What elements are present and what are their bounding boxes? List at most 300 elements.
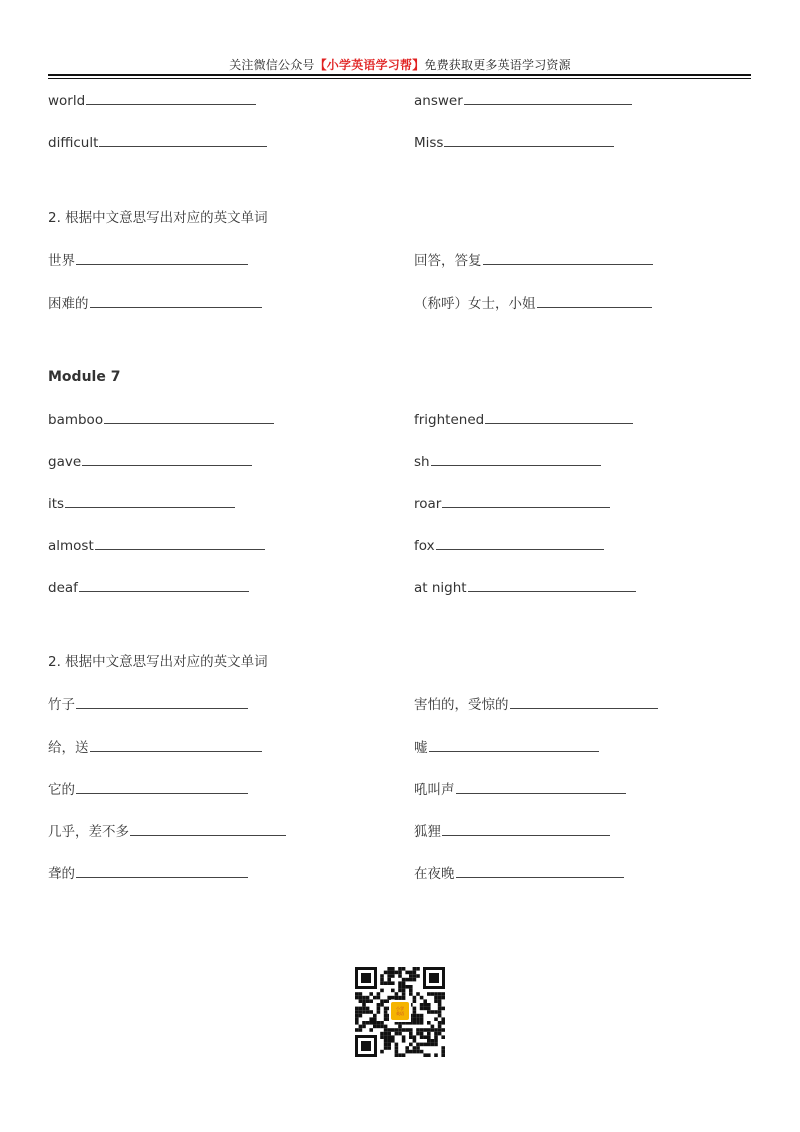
qr-module	[362, 999, 366, 1003]
qr-module	[369, 999, 373, 1003]
word-row	[0, 864, 800, 884]
word-item	[48, 294, 262, 314]
header-rule-thick	[48, 74, 751, 76]
qr-module	[355, 1028, 359, 1032]
qr-module	[366, 1021, 370, 1025]
qr-module	[416, 1028, 420, 1032]
qr-module	[441, 992, 445, 996]
qr-module	[427, 1053, 431, 1057]
word-row	[0, 410, 800, 430]
qr-module	[416, 1050, 420, 1054]
qr-module	[441, 1007, 445, 1011]
word-label: its	[48, 496, 65, 512]
qr-module	[387, 1043, 391, 1047]
qr-module	[420, 1032, 424, 1036]
word-row	[0, 294, 800, 314]
qr-module	[380, 999, 384, 1003]
qr-module	[373, 1021, 377, 1025]
qr-module	[355, 1021, 359, 1025]
answer-blank[interactable]	[464, 104, 632, 105]
qr-module	[416, 974, 420, 978]
word-item	[48, 91, 256, 111]
qr-module	[380, 974, 384, 978]
qr-module	[384, 1043, 388, 1047]
qr-module	[366, 996, 370, 1000]
qr-module	[380, 1025, 384, 1029]
qr-module	[413, 1007, 417, 1011]
qr-module	[438, 992, 442, 996]
answer-blank[interactable]	[456, 793, 626, 794]
qr-module	[423, 999, 427, 1003]
answer-blank[interactable]	[76, 793, 248, 794]
word-item	[414, 410, 633, 430]
qr-module	[391, 974, 395, 978]
word-label: answer	[414, 93, 463, 109]
answer-blank[interactable]	[86, 104, 256, 105]
word-item	[414, 695, 658, 715]
word-label: frightened	[414, 412, 485, 428]
qr-module	[427, 1032, 431, 1036]
word-item	[48, 410, 274, 430]
answer-blank[interactable]	[104, 423, 274, 424]
qr-module	[438, 1014, 442, 1018]
qr-module	[391, 1039, 395, 1043]
qr-module	[366, 1007, 370, 1011]
qr-module	[395, 992, 399, 996]
qr-module	[438, 1007, 442, 1011]
qr-module	[409, 971, 413, 975]
word-row	[0, 578, 800, 598]
qr-module	[423, 1043, 427, 1047]
qr-module	[441, 1035, 445, 1039]
qr-module	[362, 1025, 366, 1029]
qr-module	[384, 999, 388, 1003]
answer-blank[interactable]	[90, 307, 262, 308]
qr-module	[427, 1007, 431, 1011]
qr-module	[384, 1025, 388, 1029]
qr-module	[380, 1021, 384, 1025]
qr-module	[384, 1032, 388, 1036]
qr-module	[355, 1010, 359, 1014]
qr-module	[402, 1053, 406, 1057]
word-label: 回答，答复	[414, 253, 482, 269]
answer-blank[interactable]	[431, 465, 601, 466]
word-item	[48, 536, 265, 556]
qr-module	[391, 1028, 395, 1032]
qr-module	[391, 989, 395, 993]
qr-module	[373, 1017, 377, 1021]
word-label: gave	[48, 454, 82, 470]
answer-blank[interactable]	[483, 264, 653, 265]
qr-module	[395, 1043, 399, 1047]
qr-module	[431, 1025, 435, 1029]
answer-blank[interactable]	[510, 708, 658, 709]
qr-module	[391, 981, 395, 985]
qr-module	[384, 1014, 388, 1018]
qr-module	[373, 1025, 377, 1029]
word-label: sh	[414, 454, 430, 470]
answer-blank[interactable]	[429, 751, 599, 752]
qr-module	[438, 1028, 442, 1032]
word-item	[414, 494, 610, 514]
answer-blank[interactable]	[95, 549, 265, 550]
qr-module	[420, 1043, 424, 1047]
qr-module	[384, 1046, 388, 1050]
word-label: fox	[414, 538, 435, 554]
qr-module	[420, 1028, 424, 1032]
qr-module	[398, 1053, 402, 1057]
qr-module	[395, 996, 399, 1000]
qr-module	[405, 1046, 409, 1050]
qr-module	[362, 1007, 366, 1011]
qr-module	[384, 1028, 388, 1032]
qr-module	[369, 1028, 373, 1032]
qr-module	[409, 1035, 413, 1039]
qr-module	[416, 1046, 420, 1050]
qr-module	[413, 1050, 417, 1054]
word-label: difficult	[48, 135, 99, 151]
word-item	[48, 133, 267, 153]
word-label: 聋的	[48, 866, 75, 882]
qr-module	[423, 1003, 427, 1007]
qr-module	[359, 1010, 363, 1014]
qr-module	[427, 1043, 431, 1047]
qr-module	[398, 1025, 402, 1029]
word-label: almost	[48, 538, 94, 554]
qr-module	[395, 1032, 399, 1036]
qr-code-image	[353, 965, 447, 1059]
qr-module	[391, 971, 395, 975]
qr-module	[416, 1014, 420, 1018]
answer-blank[interactable]	[79, 591, 249, 592]
qr-module	[369, 992, 373, 996]
answer-blank[interactable]	[485, 423, 633, 424]
qr-module	[384, 981, 388, 985]
qr-module	[380, 1050, 384, 1054]
qr-module	[355, 992, 359, 996]
qr-module	[434, 996, 438, 1000]
word-label: roar	[414, 496, 442, 512]
qr-module	[441, 1028, 445, 1032]
module-title: Module 7	[48, 369, 121, 385]
qr-module	[434, 1043, 438, 1047]
word-item	[414, 864, 624, 884]
qr-module	[416, 1032, 420, 1036]
word-row	[0, 536, 800, 556]
qr-module	[405, 1050, 409, 1054]
qr-module	[387, 981, 391, 985]
qr-module	[387, 1046, 391, 1050]
qr-module	[395, 1046, 399, 1050]
qr-module	[380, 1032, 384, 1036]
qr-module	[387, 996, 391, 1000]
word-item	[414, 251, 653, 271]
word-label: at night	[414, 580, 467, 596]
qr-module	[384, 1039, 388, 1043]
qr-module	[398, 967, 402, 971]
qr-module	[420, 1050, 424, 1054]
word-item	[48, 822, 286, 842]
word-label: 几乎，差不多	[48, 824, 129, 840]
qr-module	[441, 1021, 445, 1025]
qr-module	[377, 1010, 381, 1014]
qr-module	[366, 1010, 370, 1014]
qr-module	[416, 1021, 420, 1025]
qr-module	[380, 989, 384, 993]
word-label: deaf	[48, 580, 78, 596]
qr-module	[359, 996, 363, 1000]
word-label: 它的	[48, 782, 75, 798]
qr-module	[431, 1010, 435, 1014]
answer-blank[interactable]	[130, 835, 286, 836]
word-item	[48, 251, 248, 271]
qr-module	[416, 967, 420, 971]
qr-module	[434, 1032, 438, 1036]
qr-module	[395, 971, 399, 975]
qr-module	[409, 1032, 413, 1036]
qr-module	[402, 996, 406, 1000]
qr-module	[402, 967, 406, 971]
qr-module	[402, 985, 406, 989]
qr-module	[427, 1021, 431, 1025]
word-label: Miss	[414, 135, 444, 151]
qr-module	[416, 1017, 420, 1021]
qr-module	[413, 996, 417, 1000]
word-row	[0, 133, 800, 153]
qr-module	[434, 1028, 438, 1032]
qr-module	[380, 978, 384, 982]
answer-blank[interactable]	[442, 507, 610, 508]
qr-module	[416, 1043, 420, 1047]
word-row	[0, 452, 800, 472]
qr-module	[431, 992, 435, 996]
qr-module	[413, 1010, 417, 1014]
header-highlight: 【小学英语学习帮】	[314, 58, 425, 72]
qr-module	[409, 1050, 413, 1054]
qr-module	[380, 1003, 384, 1007]
qr-module	[359, 999, 363, 1003]
word-row	[0, 91, 800, 111]
qr-module	[423, 1053, 427, 1057]
word-label: 竹子	[48, 697, 75, 713]
qr-module	[377, 1007, 381, 1011]
qr-module	[377, 1025, 381, 1029]
answer-blank[interactable]	[65, 507, 235, 508]
qr-module	[434, 992, 438, 996]
qr-module	[441, 1046, 445, 1050]
word-label: world	[48, 93, 86, 109]
qr-module	[413, 1046, 417, 1050]
qr-module	[391, 996, 395, 1000]
qr-module	[420, 1021, 424, 1025]
qr-module	[438, 1003, 442, 1007]
qr-module	[387, 1032, 391, 1036]
answer-blank[interactable]	[468, 591, 636, 592]
word-item	[414, 536, 604, 556]
qr-logo-text	[396, 1005, 404, 1016]
header-prefix: 关注微信公众号	[229, 58, 315, 72]
qr-module	[413, 974, 417, 978]
qr-module	[355, 1017, 359, 1021]
qr-module	[423, 1035, 427, 1039]
answer-blank[interactable]	[99, 146, 267, 147]
qr-module	[405, 1028, 409, 1032]
word-row	[0, 780, 800, 800]
qr-module	[377, 996, 381, 1000]
word-row	[0, 251, 800, 271]
qr-module	[377, 992, 381, 996]
qr-module	[384, 971, 388, 975]
section-title: 2. 根据中文意思写出对应的英文单词	[48, 654, 268, 670]
word-label: 害怕的，受惊的	[414, 697, 509, 713]
qr-module	[384, 1010, 388, 1014]
word-label: 嘘	[414, 740, 428, 756]
qr-module	[398, 1032, 402, 1036]
qr-module	[398, 1028, 402, 1032]
qr-module	[420, 1007, 424, 1011]
word-label: 世界	[48, 253, 75, 269]
qr-module	[398, 985, 402, 989]
qr-module	[427, 1039, 431, 1043]
answer-blank[interactable]	[82, 465, 252, 466]
qr-module	[359, 1014, 363, 1018]
qr-module	[377, 1003, 381, 1007]
word-row	[0, 695, 800, 715]
qr-module	[391, 967, 395, 971]
qr-module	[434, 1039, 438, 1043]
qr-module	[395, 1053, 399, 1057]
qr-module	[434, 1017, 438, 1021]
qr-module	[438, 1025, 442, 1029]
qr-module	[423, 1007, 427, 1011]
qr-module	[413, 967, 417, 971]
qr-module	[391, 1035, 395, 1039]
qr-module	[369, 1017, 373, 1021]
qr-module	[434, 999, 438, 1003]
qr-module	[416, 992, 420, 996]
qr-module	[377, 1021, 381, 1025]
qr-module	[359, 992, 363, 996]
qr-module	[384, 1007, 388, 1011]
qr-module	[431, 1039, 435, 1043]
qr-module	[398, 981, 402, 985]
word-item	[48, 452, 252, 472]
qr-module	[362, 1003, 366, 1007]
qr-module	[420, 996, 424, 1000]
qr-module	[384, 1035, 388, 1039]
word-label: 吼叫声	[414, 782, 455, 798]
qr-module	[398, 996, 402, 1000]
word-label: 狐狸	[414, 824, 441, 840]
word-label: 困难的	[48, 296, 89, 312]
qr-module	[405, 985, 409, 989]
qr-module	[359, 1007, 363, 1011]
qr-module	[413, 1021, 417, 1025]
word-item	[48, 578, 249, 598]
qr-module	[387, 971, 391, 975]
word-item	[414, 780, 626, 800]
section-title: 2. 根据中文意思写出对应的英文单词	[48, 210, 268, 226]
word-item	[414, 91, 632, 111]
word-item	[414, 738, 599, 758]
qr-module	[387, 967, 391, 971]
qr-module	[409, 1028, 413, 1032]
qr-module	[409, 978, 413, 982]
qr-module	[413, 1035, 417, 1039]
answer-blank[interactable]	[76, 877, 248, 878]
word-label: （称呼）女士，小姐	[414, 296, 536, 312]
qr-module	[355, 1007, 359, 1011]
qr-module	[395, 1050, 399, 1054]
word-item	[414, 294, 652, 314]
qr-module	[359, 1028, 363, 1032]
qr-module	[398, 971, 402, 975]
header-rule-thin	[48, 78, 751, 79]
qr-logo-text-line1: 小学	[396, 1006, 404, 1011]
qr-module	[402, 1039, 406, 1043]
qr-module	[373, 1014, 377, 1018]
qr-module	[405, 971, 409, 975]
word-label: 给，送	[48, 740, 89, 756]
qr-module	[362, 1021, 366, 1025]
qr-module	[427, 992, 431, 996]
qr-module	[380, 1035, 384, 1039]
qr-module	[438, 1032, 442, 1036]
word-item	[48, 695, 248, 715]
answer-blank[interactable]	[76, 708, 248, 709]
qr-module	[413, 1014, 417, 1018]
qr-module	[355, 996, 359, 1000]
answer-blank[interactable]	[456, 877, 624, 878]
answer-blank[interactable]	[436, 549, 604, 550]
answer-blank[interactable]	[76, 264, 248, 265]
qr-module	[413, 999, 417, 1003]
qr-module	[420, 1035, 424, 1039]
qr-module	[420, 1017, 424, 1021]
qr-module	[427, 1003, 431, 1007]
qr-module	[387, 1028, 391, 1032]
qr-logo-text-line2: 英语	[396, 1011, 404, 1016]
qr-module	[373, 996, 377, 1000]
qr-module	[402, 981, 406, 985]
answer-blank[interactable]	[442, 835, 610, 836]
word-row	[0, 738, 800, 758]
word-item	[414, 578, 636, 598]
qr-module	[398, 974, 402, 978]
qr-module	[409, 992, 413, 996]
qr-module	[409, 985, 413, 989]
answer-blank[interactable]	[537, 307, 652, 308]
qr-module	[409, 974, 413, 978]
word-item	[414, 822, 610, 842]
qr-module	[409, 1043, 413, 1047]
qr-module	[438, 1010, 442, 1014]
qr-module	[438, 999, 442, 1003]
qr-module	[413, 978, 417, 982]
qr-module	[387, 1039, 391, 1043]
qr-module	[362, 1010, 366, 1014]
qr-module	[409, 989, 413, 993]
word-label: bamboo	[48, 412, 104, 428]
page-header	[0, 56, 800, 73]
qr-module	[434, 1010, 438, 1014]
answer-blank[interactable]	[444, 146, 614, 147]
word-item	[414, 133, 614, 153]
answer-blank[interactable]	[90, 751, 262, 752]
qr-module	[431, 1043, 435, 1047]
qr-module	[395, 1028, 399, 1032]
qr-module	[434, 1053, 438, 1057]
